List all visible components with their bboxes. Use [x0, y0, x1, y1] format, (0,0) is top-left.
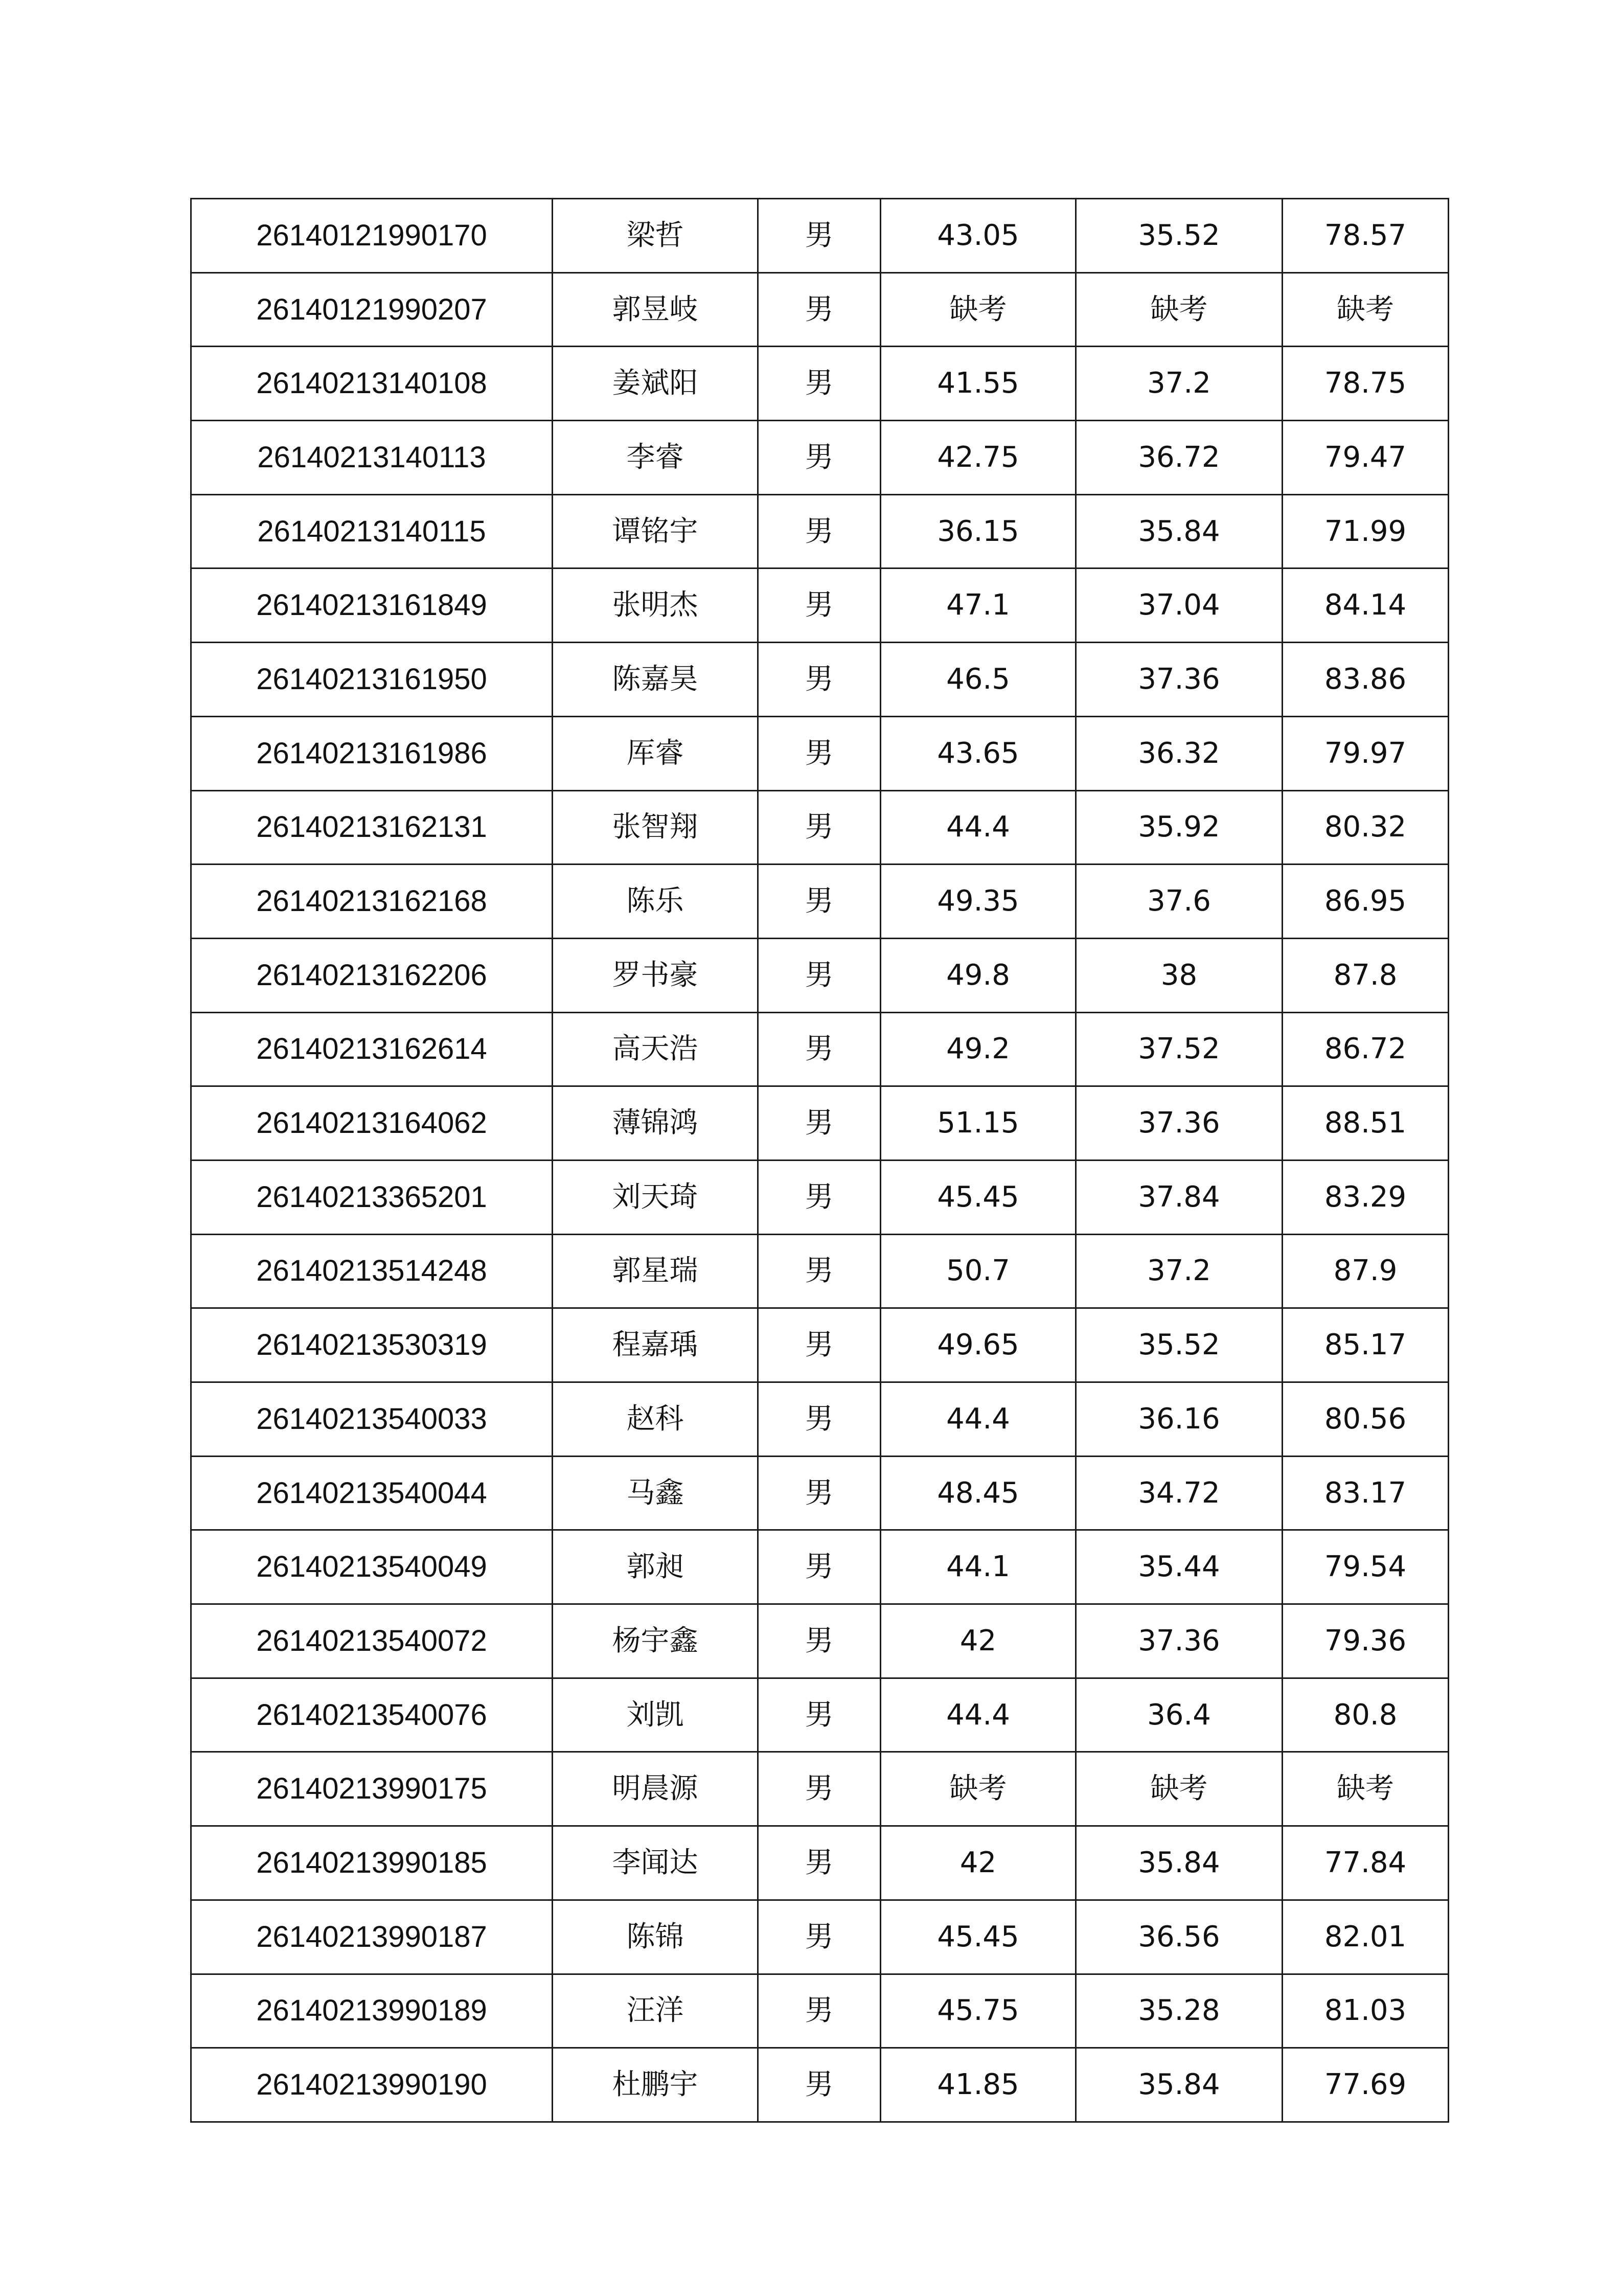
total-cell: 缺考 — [1283, 1752, 1449, 1826]
name-cell: 谭铭宇 — [553, 494, 758, 569]
table-row — [191, 199, 1449, 273]
gender-cell: 男 — [758, 1382, 881, 1457]
candidate-id-cell: 26140213140115 — [191, 494, 553, 569]
name-cell: 刘天琦 — [553, 1160, 758, 1234]
gender-cell: 男 — [758, 569, 881, 643]
candidate-id-cell: 26140213990185 — [191, 1826, 553, 1900]
name-cell: 杜鹏宇 — [553, 2048, 758, 2122]
score2-cell: 36.32 — [1076, 716, 1283, 790]
score-table-body — [191, 199, 1449, 2122]
score2-cell: 37.2 — [1076, 347, 1283, 421]
total-cell: 84.14 — [1283, 569, 1449, 643]
table-row — [191, 1308, 1449, 1382]
gender-cell: 男 — [758, 1086, 881, 1161]
total-cell: 80.32 — [1283, 790, 1449, 865]
table-row — [191, 1086, 1449, 1161]
score1-cell: 43.05 — [881, 199, 1076, 273]
name-cell: 杨宇鑫 — [553, 1604, 758, 1678]
name-cell: 郭昶 — [553, 1530, 758, 1604]
table-row — [191, 1530, 1449, 1604]
score1-cell: 45.45 — [881, 1900, 1076, 1974]
candidate-id-cell: 26140121990207 — [191, 272, 553, 347]
score2-cell: 37.2 — [1076, 1234, 1283, 1308]
gender-cell: 男 — [758, 347, 881, 421]
table-row — [191, 938, 1449, 1012]
gender-cell: 男 — [758, 1752, 881, 1826]
table-row — [191, 421, 1449, 495]
score2-cell: 缺考 — [1076, 272, 1283, 347]
name-cell: 罗书豪 — [553, 938, 758, 1012]
name-cell: 陈锦 — [553, 1900, 758, 1974]
score1-cell: 49.8 — [881, 938, 1076, 1012]
score1-cell: 41.55 — [881, 347, 1076, 421]
score2-cell: 37.36 — [1076, 1086, 1283, 1161]
name-cell: 明晨源 — [553, 1752, 758, 1826]
candidate-id-cell: 26140213140113 — [191, 421, 553, 495]
total-cell: 87.8 — [1283, 938, 1449, 1012]
score1-cell: 42.75 — [881, 421, 1076, 495]
score1-cell: 缺考 — [881, 1752, 1076, 1826]
name-cell: 姜斌阳 — [553, 347, 758, 421]
gender-cell: 男 — [758, 1900, 881, 1974]
candidate-id-cell: 26140121990170 — [191, 199, 553, 273]
score1-cell: 36.15 — [881, 494, 1076, 569]
total-cell: 71.99 — [1283, 494, 1449, 569]
gender-cell: 男 — [758, 643, 881, 717]
table-row — [191, 865, 1449, 939]
gender-cell: 男 — [758, 494, 881, 569]
candidate-id-cell: 26140213540049 — [191, 1530, 553, 1604]
total-cell: 78.57 — [1283, 199, 1449, 273]
score1-cell: 49.65 — [881, 1308, 1076, 1382]
table-row — [191, 1456, 1449, 1530]
candidate-id-cell: 26140213140108 — [191, 347, 553, 421]
score1-cell: 45.75 — [881, 1974, 1076, 2048]
gender-cell: 男 — [758, 199, 881, 273]
name-cell: 张智翔 — [553, 790, 758, 865]
score2-cell: 34.72 — [1076, 1456, 1283, 1530]
total-cell: 80.8 — [1283, 1678, 1449, 1752]
score2-cell: 35.52 — [1076, 199, 1283, 273]
score1-cell: 41.85 — [881, 2048, 1076, 2122]
total-cell: 79.47 — [1283, 421, 1449, 495]
score2-cell: 37.36 — [1076, 643, 1283, 717]
name-cell: 厍睿 — [553, 716, 758, 790]
name-cell: 陈嘉昊 — [553, 643, 758, 717]
gender-cell: 男 — [758, 1012, 881, 1086]
total-cell: 78.75 — [1283, 347, 1449, 421]
name-cell: 梁哲 — [553, 199, 758, 273]
candidate-id-cell: 26140213161849 — [191, 569, 553, 643]
total-cell: 79.36 — [1283, 1604, 1449, 1678]
candidate-id-cell: 26140213162614 — [191, 1012, 553, 1086]
score2-cell: 37.36 — [1076, 1604, 1283, 1678]
total-cell: 81.03 — [1283, 1974, 1449, 2048]
candidate-id-cell: 26140213990189 — [191, 1974, 553, 2048]
score2-cell: 38 — [1076, 938, 1283, 1012]
candidate-id-cell: 26140213162206 — [191, 938, 553, 1012]
table-row — [191, 1826, 1449, 1900]
score2-cell: 35.84 — [1076, 494, 1283, 569]
candidate-id-cell: 26140213990187 — [191, 1900, 553, 1974]
total-cell: 77.84 — [1283, 1826, 1449, 1900]
name-cell: 高天浩 — [553, 1012, 758, 1086]
score1-cell: 43.65 — [881, 716, 1076, 790]
table-row — [191, 494, 1449, 569]
gender-cell: 男 — [758, 1826, 881, 1900]
gender-cell: 男 — [758, 790, 881, 865]
table-row — [191, 1382, 1449, 1457]
candidate-id-cell: 26140213990190 — [191, 2048, 553, 2122]
name-cell: 郭昱岐 — [553, 272, 758, 347]
name-cell: 张明杰 — [553, 569, 758, 643]
name-cell: 陈乐 — [553, 865, 758, 939]
score2-cell: 37.6 — [1076, 865, 1283, 939]
name-cell: 赵科 — [553, 1382, 758, 1457]
total-cell: 86.72 — [1283, 1012, 1449, 1086]
name-cell: 汪洋 — [553, 1974, 758, 2048]
total-cell: 87.9 — [1283, 1234, 1449, 1308]
gender-cell: 男 — [758, 272, 881, 347]
score1-cell: 42 — [881, 1604, 1076, 1678]
score2-cell: 缺考 — [1076, 1752, 1283, 1826]
score1-cell: 51.15 — [881, 1086, 1076, 1161]
gender-cell: 男 — [758, 1160, 881, 1234]
candidate-id-cell: 26140213162131 — [191, 790, 553, 865]
candidate-id-cell: 26140213164062 — [191, 1086, 553, 1161]
candidate-id-cell: 26140213161986 — [191, 716, 553, 790]
table-row — [191, 1604, 1449, 1678]
score2-cell: 36.56 — [1076, 1900, 1283, 1974]
table-row — [191, 569, 1449, 643]
score1-cell: 缺考 — [881, 272, 1076, 347]
score2-cell: 37.04 — [1076, 569, 1283, 643]
candidate-id-cell: 26140213540044 — [191, 1456, 553, 1530]
name-cell: 李睿 — [553, 421, 758, 495]
candidate-id-cell: 26140213540033 — [191, 1382, 553, 1457]
table-row — [191, 1900, 1449, 1974]
candidate-id-cell: 26140213540076 — [191, 1678, 553, 1752]
score1-cell: 48.45 — [881, 1456, 1076, 1530]
name-cell: 马鑫 — [553, 1456, 758, 1530]
total-cell: 79.54 — [1283, 1530, 1449, 1604]
table-row — [191, 1752, 1449, 1826]
candidate-id-cell: 26140213365201 — [191, 1160, 553, 1234]
table-row — [191, 2048, 1449, 2122]
score1-cell: 49.35 — [881, 865, 1076, 939]
table-row — [191, 1160, 1449, 1234]
total-cell: 83.17 — [1283, 1456, 1449, 1530]
score2-cell: 35.92 — [1076, 790, 1283, 865]
name-cell: 李闻达 — [553, 1826, 758, 1900]
table-row — [191, 1678, 1449, 1752]
score1-cell: 46.5 — [881, 643, 1076, 717]
total-cell: 88.51 — [1283, 1086, 1449, 1161]
total-cell: 86.95 — [1283, 865, 1449, 939]
score2-cell: 35.84 — [1076, 2048, 1283, 2122]
score2-cell: 35.52 — [1076, 1308, 1283, 1382]
score2-cell: 36.72 — [1076, 421, 1283, 495]
table-row — [191, 790, 1449, 865]
gender-cell: 男 — [758, 1678, 881, 1752]
score1-cell: 50.7 — [881, 1234, 1076, 1308]
total-cell: 83.86 — [1283, 643, 1449, 717]
candidate-id-cell: 26140213530319 — [191, 1308, 553, 1382]
gender-cell: 男 — [758, 1234, 881, 1308]
score-table — [190, 198, 1449, 2123]
candidate-id-cell: 26140213540072 — [191, 1604, 553, 1678]
gender-cell: 男 — [758, 716, 881, 790]
score1-cell: 49.2 — [881, 1012, 1076, 1086]
score2-cell: 36.16 — [1076, 1382, 1283, 1457]
total-cell: 79.97 — [1283, 716, 1449, 790]
total-cell: 缺考 — [1283, 272, 1449, 347]
candidate-id-cell: 26140213161950 — [191, 643, 553, 717]
table-row — [191, 1012, 1449, 1086]
candidate-id-cell: 26140213990175 — [191, 1752, 553, 1826]
score1-cell: 44.4 — [881, 1382, 1076, 1457]
gender-cell: 男 — [758, 1308, 881, 1382]
candidate-id-cell: 26140213162168 — [191, 865, 553, 939]
table-row — [191, 1234, 1449, 1308]
score2-cell: 35.28 — [1076, 1974, 1283, 2048]
score1-cell: 47.1 — [881, 569, 1076, 643]
gender-cell: 男 — [758, 1456, 881, 1530]
score1-cell: 42 — [881, 1826, 1076, 1900]
score1-cell: 44.1 — [881, 1530, 1076, 1604]
gender-cell: 男 — [758, 1530, 881, 1604]
name-cell: 刘凯 — [553, 1678, 758, 1752]
score2-cell: 37.84 — [1076, 1160, 1283, 1234]
total-cell: 80.56 — [1283, 1382, 1449, 1457]
score1-cell: 45.45 — [881, 1160, 1076, 1234]
name-cell: 郭星瑞 — [553, 1234, 758, 1308]
score2-cell: 35.44 — [1076, 1530, 1283, 1604]
candidate-id-cell: 26140213514248 — [191, 1234, 553, 1308]
gender-cell: 男 — [758, 938, 881, 1012]
gender-cell: 男 — [758, 421, 881, 495]
gender-cell: 男 — [758, 865, 881, 939]
score1-cell: 44.4 — [881, 1678, 1076, 1752]
score1-cell: 44.4 — [881, 790, 1076, 865]
total-cell: 77.69 — [1283, 2048, 1449, 2122]
table-row — [191, 272, 1449, 347]
name-cell: 程嘉瑀 — [553, 1308, 758, 1382]
score2-cell: 36.4 — [1076, 1678, 1283, 1752]
score2-cell: 37.52 — [1076, 1012, 1283, 1086]
gender-cell: 男 — [758, 1604, 881, 1678]
table-row — [191, 1974, 1449, 2048]
total-cell: 85.17 — [1283, 1308, 1449, 1382]
table-row — [191, 347, 1449, 421]
table-row — [191, 643, 1449, 717]
score2-cell: 35.84 — [1076, 1826, 1283, 1900]
gender-cell: 男 — [758, 1974, 881, 2048]
gender-cell: 男 — [758, 2048, 881, 2122]
total-cell: 83.29 — [1283, 1160, 1449, 1234]
total-cell: 82.01 — [1283, 1900, 1449, 1974]
name-cell: 薄锦鸿 — [553, 1086, 758, 1161]
table-row — [191, 716, 1449, 790]
